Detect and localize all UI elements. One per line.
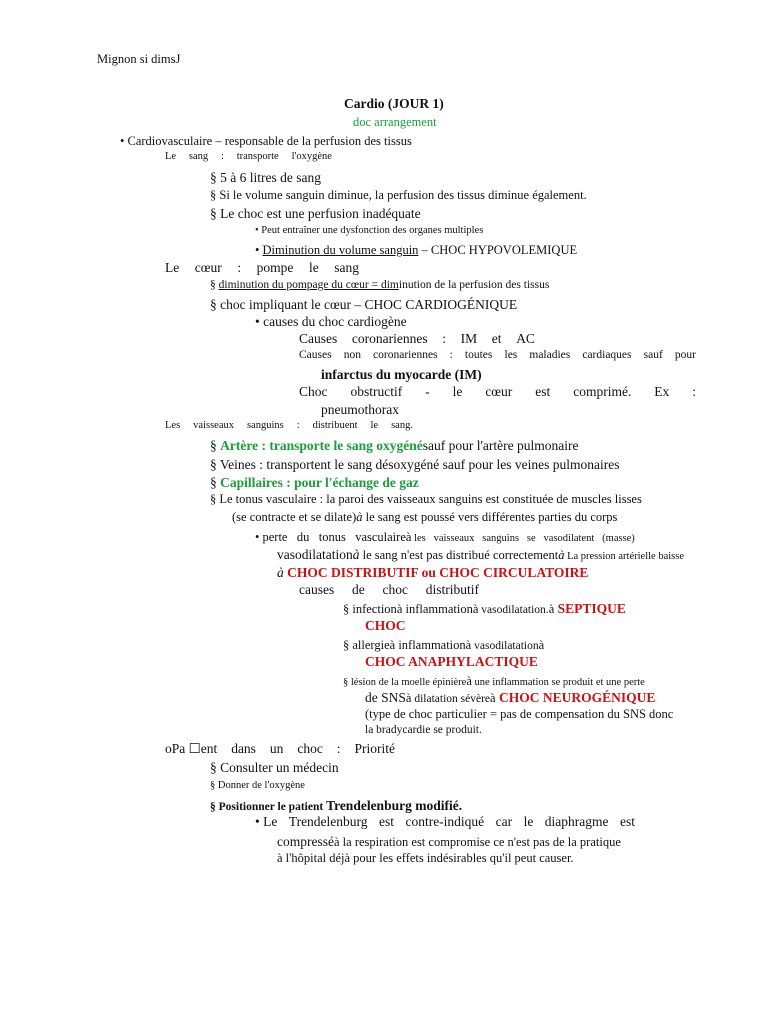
text: § lésion de la moelle épinière (343, 677, 467, 688)
item-litres: § 5 à 6 litres de sang (210, 170, 321, 185)
arrow-glyph: à (472, 602, 479, 616)
item-artere (210, 438, 578, 454)
item-medecin: § Consulter un médecin (210, 760, 339, 775)
text: inution de la perfusion des tissus (398, 279, 550, 291)
text: une inflammation se produit et une perte (471, 677, 645, 688)
trendelenburg-contre (255, 814, 635, 830)
choc-neurogenique-line (365, 689, 655, 707)
text: (se contracte et se dilate) (232, 510, 357, 524)
word: causes (299, 582, 335, 597)
word: : (692, 384, 696, 399)
text: dilatation sévère (411, 693, 491, 705)
text: la respiration est compromise ce n'est pas de la pratique (339, 835, 621, 849)
tonus-continuation (232, 510, 617, 524)
text: vasodilatation (471, 640, 539, 652)
highlight-text: Capillaires : pour l'échange de gaz (220, 475, 419, 490)
arrow-glyph: à (333, 835, 340, 849)
word: • Le (255, 814, 278, 829)
choc-obstructif (299, 384, 696, 400)
word: - (425, 384, 430, 399)
item-causes-cardiogene: • causes du choc cardiogène (255, 314, 407, 329)
item-cardiogenique: § choc impliquant le cœur – CHOC CARDIOGÉNIQUE (210, 297, 518, 312)
causes-coronariennes (299, 331, 535, 347)
word: diaphragme (544, 814, 609, 829)
arrow-glyph: à (405, 691, 412, 705)
word: le (308, 260, 319, 275)
word: : (237, 260, 242, 275)
word: le (523, 814, 534, 829)
underlined-text: diminution du pompage du cœur = dim (218, 279, 399, 291)
text: inflammation (395, 638, 466, 652)
word: un (269, 741, 284, 756)
word: Les (165, 420, 181, 431)
arrow-glyph: à (465, 638, 472, 652)
arrow-glyph: à (356, 510, 363, 524)
word: distribuent (312, 420, 358, 431)
word: cardiaques (582, 349, 632, 361)
word: pour (674, 349, 696, 361)
bradycardie-note: la bradycardie se produit. (365, 724, 482, 736)
word: maladies (529, 349, 571, 361)
choc-distributif (277, 565, 588, 581)
word: Priorité (354, 741, 395, 756)
pneumothorax: pneumothorax (321, 402, 399, 417)
item-capillaires (210, 475, 419, 491)
arrow-glyph: à (548, 602, 555, 616)
bullet-cardiovasculaire: • Cardiovasculaire – responsable de la perfusion des tissus (120, 134, 412, 148)
choc-septique-cont: CHOC (365, 618, 406, 633)
item-dysfonction: • Peut entraîner une dysfonction des organes multiples (255, 225, 484, 236)
word: obstructif (350, 384, 403, 399)
word: coronariennes (373, 349, 438, 361)
bullet: • (255, 243, 263, 257)
text: § allergie (343, 638, 390, 652)
item-pompage (210, 279, 549, 292)
word: sang (188, 151, 209, 162)
bullet: § (210, 279, 219, 291)
page-title: Cardio (JOUR 1) (344, 96, 444, 111)
word: Causes (299, 349, 332, 361)
arrow-glyph: à (405, 530, 412, 544)
infarctus-label: infarctus du myocarde (IM) (321, 367, 482, 382)
word: le (452, 384, 463, 399)
word: Choc (299, 384, 328, 399)
word: est (619, 814, 635, 829)
word: contre-indiqué (405, 814, 485, 829)
word: Ex (654, 384, 670, 399)
item-trendelenburg (210, 797, 462, 815)
word: sang. (391, 420, 413, 431)
word: : (220, 151, 224, 162)
choc-anaphylactique: CHOC ANAPHYLACTIQUE (365, 654, 538, 669)
text: – CHOC HYPOVOLEMIQUE (418, 243, 578, 257)
heading-vaisseaux (165, 420, 413, 432)
word: sang (334, 260, 359, 275)
word: AC (516, 331, 535, 346)
word: toutes (464, 349, 493, 361)
text: compressé (277, 834, 334, 849)
word: les (504, 349, 518, 361)
causes-distributif (299, 582, 479, 598)
word: : (336, 741, 341, 756)
text: de SNS (365, 690, 406, 705)
word: dans (231, 741, 256, 756)
highlight-text: Artère : transporte le sang oxygéné (220, 438, 423, 453)
word: oPa ☐ent (165, 741, 218, 756)
neurogenique-note: (type de choc particulier = pas de compensation du SNS donc (365, 707, 674, 721)
underlined-text: Diminution du volume sanguin (262, 243, 419, 257)
text: § Positionner le patient (210, 801, 327, 813)
causes-non-coronariennes (299, 349, 696, 362)
highlight-text: CHOC DISTRIBUTIF ou CHOC CIRCULATOIRE (287, 565, 589, 580)
text: • perte du tonus vasculaire (255, 530, 406, 544)
item-perte-tonus (255, 528, 635, 546)
cause-anaphylactique (343, 636, 544, 654)
item-veines: § Veines : transportent le sang désoxygéné sauf pour les veines pulmonaires (210, 457, 620, 472)
item-oxygene: § Donner de l'oxygène (210, 780, 305, 791)
vasodilatation-line (277, 546, 684, 564)
word: distributif (425, 582, 479, 597)
word: comprimé. (573, 384, 632, 399)
word: car (495, 814, 513, 829)
word: Trendelenburg (288, 814, 368, 829)
heading-coeur (165, 260, 359, 276)
text: La pression artérielle baisse (564, 551, 684, 562)
bullet: § (210, 475, 221, 490)
word: et (491, 331, 502, 346)
word: cœur (485, 384, 513, 399)
word: Le (165, 151, 177, 162)
arrow-glyph: à (352, 547, 360, 562)
word: : (296, 420, 300, 431)
arrow-glyph: à (389, 638, 396, 652)
item-tonus: § Le tonus vasculaire : la paroi des vaisseaux sanguins est constituée de muscles lisses (210, 492, 642, 506)
cause-septique (343, 600, 626, 618)
word: non (343, 349, 361, 361)
arrow-glyph: à (538, 638, 545, 652)
item-choc-def: § Le choc est une perfusion inadéquate (210, 206, 421, 221)
word: choc (297, 741, 323, 756)
word: de (351, 582, 365, 597)
text: le sang n'est pas distribué correctement (359, 548, 559, 562)
author-header: Mignon si dimsJ (97, 52, 181, 66)
arrow-glyph: à (396, 602, 403, 616)
word: : (449, 349, 453, 361)
text: sauf pour l'artère pulmonaire (422, 438, 579, 453)
word: pompe (256, 260, 294, 275)
text: § infection (343, 602, 397, 616)
word: est (535, 384, 551, 399)
highlight-text: SEPTIQUE (554, 601, 626, 616)
word: Le (165, 260, 180, 275)
word: coronariennes (351, 331, 428, 346)
word: Causes (299, 331, 338, 346)
compresse-line (277, 833, 621, 851)
text: les vaisseaux sanguins se vasodilatent (masse) (411, 533, 635, 544)
word: cœur (194, 260, 222, 275)
heading-sang (165, 151, 332, 163)
highlight-text: CHOC NEUROGÉNIQUE (495, 690, 656, 705)
word: sanguins (246, 420, 284, 431)
word: : (442, 331, 447, 346)
item-volume: § Si le volume sanguin diminue, la perfusion des tissus diminue également. (210, 188, 587, 202)
arrow-glyph: à (558, 548, 565, 562)
text: inflammation (402, 602, 473, 616)
text: le sang est poussé vers différentes parties du corps (362, 510, 618, 524)
word: est (379, 814, 394, 829)
hopital-line: à l'hôpital déjà pour les effets indésirables qu'il peut causer. (277, 851, 574, 865)
cause-neurogenique (343, 672, 645, 690)
item-hypovolemique (255, 243, 577, 257)
heading-priorite (165, 741, 395, 757)
arrow-glyph: à (490, 691, 496, 705)
arrow-glyph: à (466, 674, 472, 688)
bold-text: Trendelenburg modifié. (326, 798, 463, 813)
word: vaisseaux (193, 420, 234, 431)
word: IM (460, 331, 478, 346)
text: vasodilatation (277, 547, 353, 562)
word: transporte (236, 151, 279, 162)
bullet: § (210, 438, 221, 453)
word: le (370, 420, 379, 431)
word: sauf (643, 349, 663, 361)
page-subtitle: doc arrangement (353, 115, 437, 129)
word: choc (382, 582, 408, 597)
word: l'oxygène (291, 151, 332, 162)
text: vasodilatation. (478, 604, 549, 616)
arrow-glyph: à (277, 565, 288, 580)
